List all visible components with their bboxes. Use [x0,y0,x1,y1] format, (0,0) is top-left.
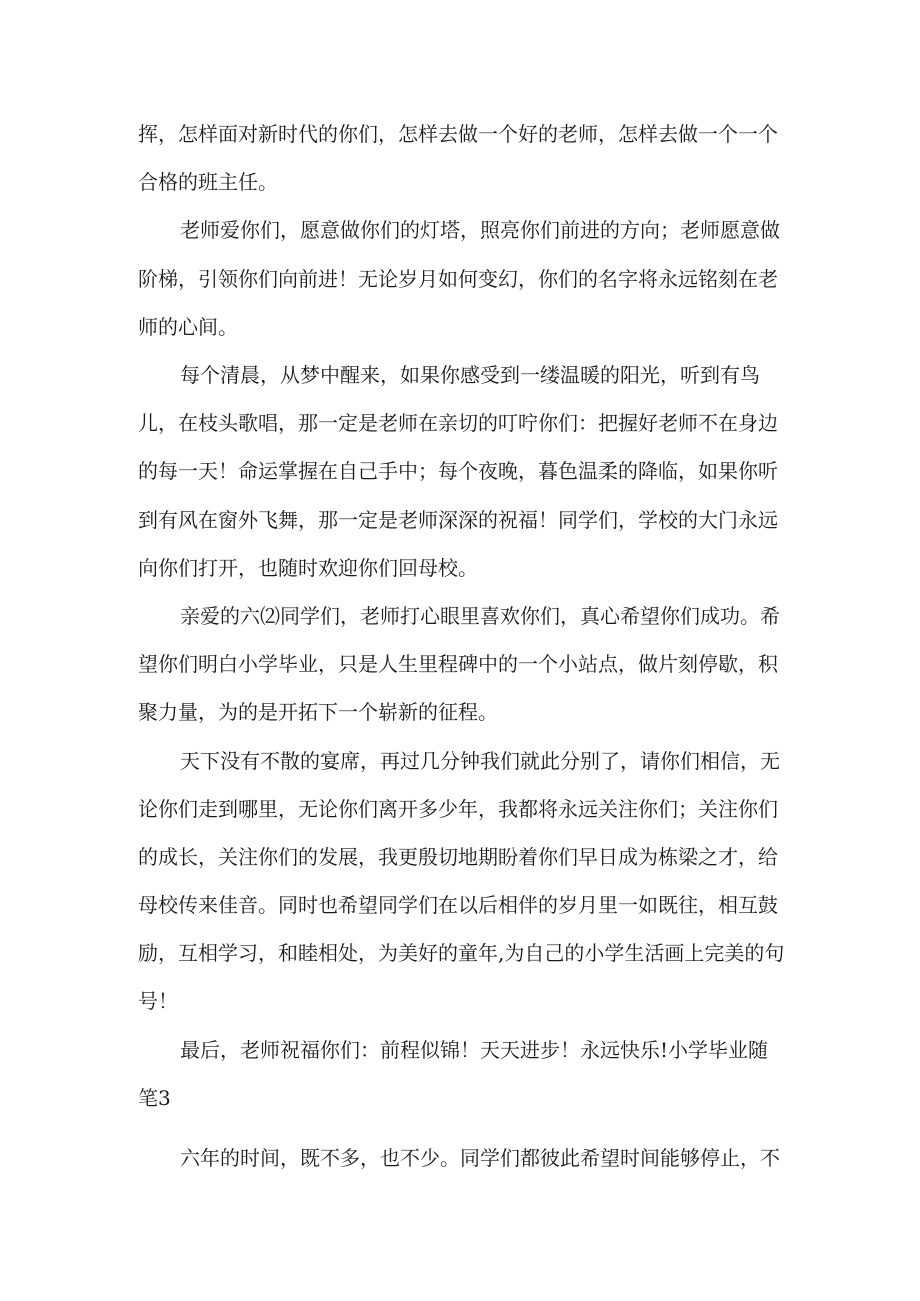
paragraph-line: 母校传来佳音。同时也希望同学们在以后相伴的岁月里一如既往，相互鼓 [138,893,778,917]
paragraph-line: 合格的班主任。 [138,170,278,194]
paragraph-line: 老师爱你们，愿意做你们的灯塔，照亮你们前进的方向；老师愿意做 [180,218,780,242]
paragraph-line: 望你们明白小学毕业，只是人生里程碑中的一个小站点，做片刻停歇，积 [138,652,778,676]
paragraph-line: 的每一天！命运掌握在自己手中；每个夜晚，暮色温柔的降临，如果你听 [138,459,778,483]
paragraph-line: 聚力量，为的是开拓下一个崭新的征程。 [138,700,498,724]
paragraph-line: 励，互相学习，和睦相处，为美好的童年,为自己的小学生活画上完美的句 [138,941,785,965]
paragraph-line: 阶梯，引领你们向前进！无论岁月如何变幻，你们的名字将永远铭刻在老 [138,267,778,291]
paragraph-line: 论你们走到哪里，无论你们离开多少年，我都将永远关注你们；关注你们 [138,797,778,821]
paragraph-line: 最后，老师祝福你们：前程似锦！天天进步！永远快乐!小学毕业随 [180,1038,769,1062]
paragraph-line: 号！ [138,989,178,1013]
paragraph-line: 到有风在窗外飞舞，那一定是老师深深的祝福！同学们，学校的大门永远 [138,508,778,532]
paragraph-line: 六年的时间，既不多，也不少。同学们都彼此希望时间能够停止，不 [180,1146,780,1170]
paragraph-line: 师的心间。 [138,315,238,339]
paragraph-line: 天下没有不散的宴席，再过几分钟我们就此分别了，请你们相信，无 [180,749,780,773]
paragraph-line: 的成长，关注你们的发展，我更殷切地期盼着你们早日成为栋梁之才，给 [138,845,778,869]
paragraph-line: 亲爱的六⑵同学们，老师打心眼里喜欢你们，真心希望你们成功。希 [180,604,780,628]
paragraph-line: 挥，怎样面对新时代的你们，怎样去做一个好的老师，怎样去做一个一个 [138,122,778,146]
paragraph-line: 儿，在枝头歌唱，那一定是老师在亲切的叮咛你们：把握好老师不在身边 [138,411,778,435]
paragraph-line: 向你们打开，也随时欢迎你们回母校。 [138,556,478,580]
paragraph-line: 每个清晨，从梦中醒来，如果你感受到一缕温暖的阳光，听到有鸟 [180,363,760,387]
paragraph-line: 笔3 [138,1086,171,1110]
